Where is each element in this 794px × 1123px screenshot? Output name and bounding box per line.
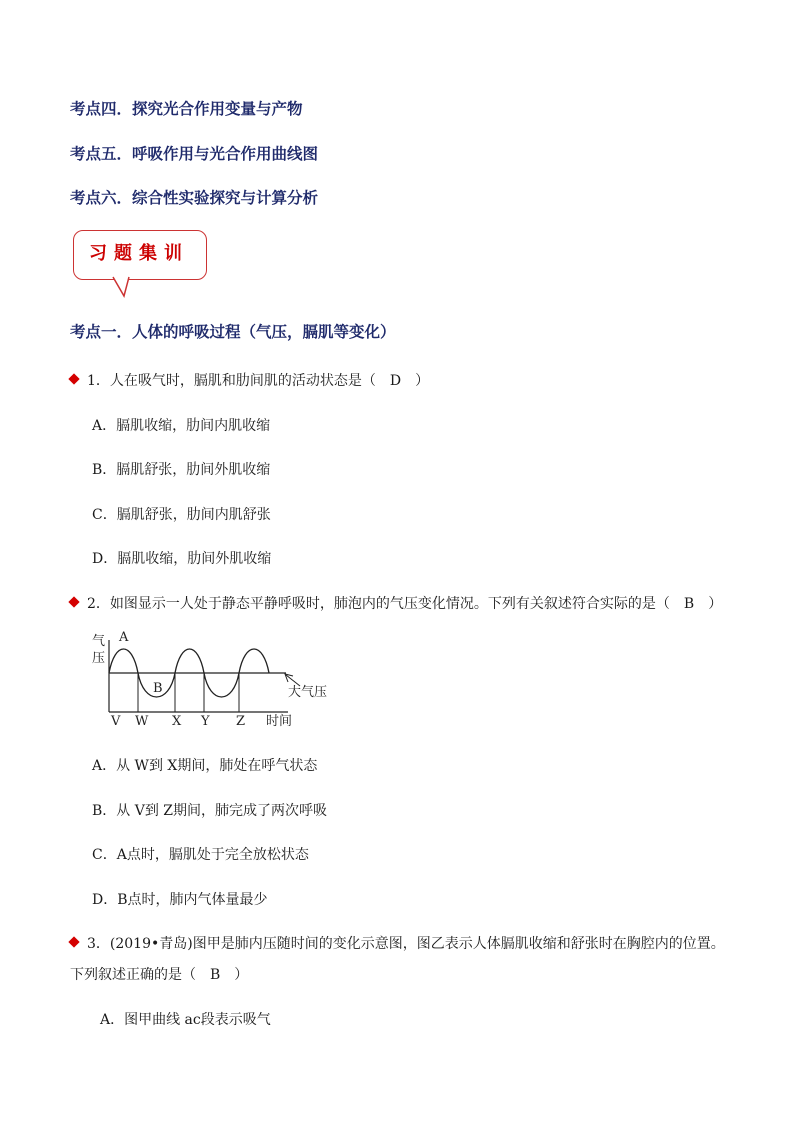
q2-option-b: B．从 V到 Z期间，肺完成了两次呼吸: [92, 803, 328, 819]
q1-option-a: A．膈肌收缩，肋间内肌收缩: [92, 418, 271, 434]
question-3-stem-line1: 3．(2019•青岛)图甲是肺内压随时间的变化示意图，图乙表示人体膈肌收缩和舒张时在胸腔内的位置。: [87, 936, 725, 952]
q1-option-b: B．膈肌舒张，肋间外肌收缩: [92, 462, 271, 478]
topic-6: 考点六．综合性实验探究与计算分析: [70, 189, 319, 207]
diagram-ylabel-2: 压: [92, 651, 106, 666]
banner-text: 习题集训: [89, 243, 189, 264]
tick-v: V: [111, 714, 121, 729]
diamond-bullet-icon: [68, 936, 79, 947]
q2-option-c: C．A点时，膈肌处于完全放松状态: [92, 847, 309, 863]
tick-x: X: [172, 714, 182, 729]
pressure-diagram: [88, 628, 348, 732]
q3-option-a: A．图甲曲线 ac段表示吸气: [100, 1012, 271, 1028]
topic-5: 考点五．呼吸作用与光合作用曲线图: [70, 145, 319, 163]
point-a-label: A: [119, 630, 129, 645]
diamond-bullet-icon: [68, 596, 79, 607]
diagram-ylabel-1: 气: [92, 634, 106, 649]
q1-option-d: D．膈肌收缩，肋间外肌收缩: [92, 551, 272, 567]
question-3: [70, 933, 725, 953]
question-2-stem: 2．如图显示一人处于静态平静呼吸时，肺泡内的气压变化情况。下列有关叙述符合实际的是（ B ）: [87, 596, 723, 612]
diagram-xlabel: 时间: [266, 714, 293, 729]
question-2: [70, 593, 722, 613]
point-b-label: B: [153, 681, 163, 696]
q2-option-d: D．B点时，肺内气体量最少: [92, 892, 268, 908]
tick-y: Y: [201, 714, 210, 729]
tick-w: W: [135, 714, 149, 729]
topic-4: 考点四．探究光合作用变量与产物: [70, 100, 303, 118]
q1-option-c: C．膈肌舒张，肋间内肌舒张: [92, 507, 271, 523]
tick-z: Z: [236, 714, 246, 729]
diamond-bullet-icon: [68, 373, 79, 384]
question-1-stem: 1．人在吸气时，膈肌和肋间肌的活动状态是（ D ）: [87, 373, 430, 389]
atmospheric-label: 大气压: [288, 685, 328, 700]
q2-option-a: A．从 W到 X期间，肺处在呼气状态: [92, 758, 318, 774]
question-1: [70, 370, 429, 390]
question-3-stem-line2: 下列叙述正确的是（ B ）: [70, 967, 249, 983]
section-title: 考点一．人体的呼吸过程（气压，膈肌等变化）: [70, 323, 396, 341]
